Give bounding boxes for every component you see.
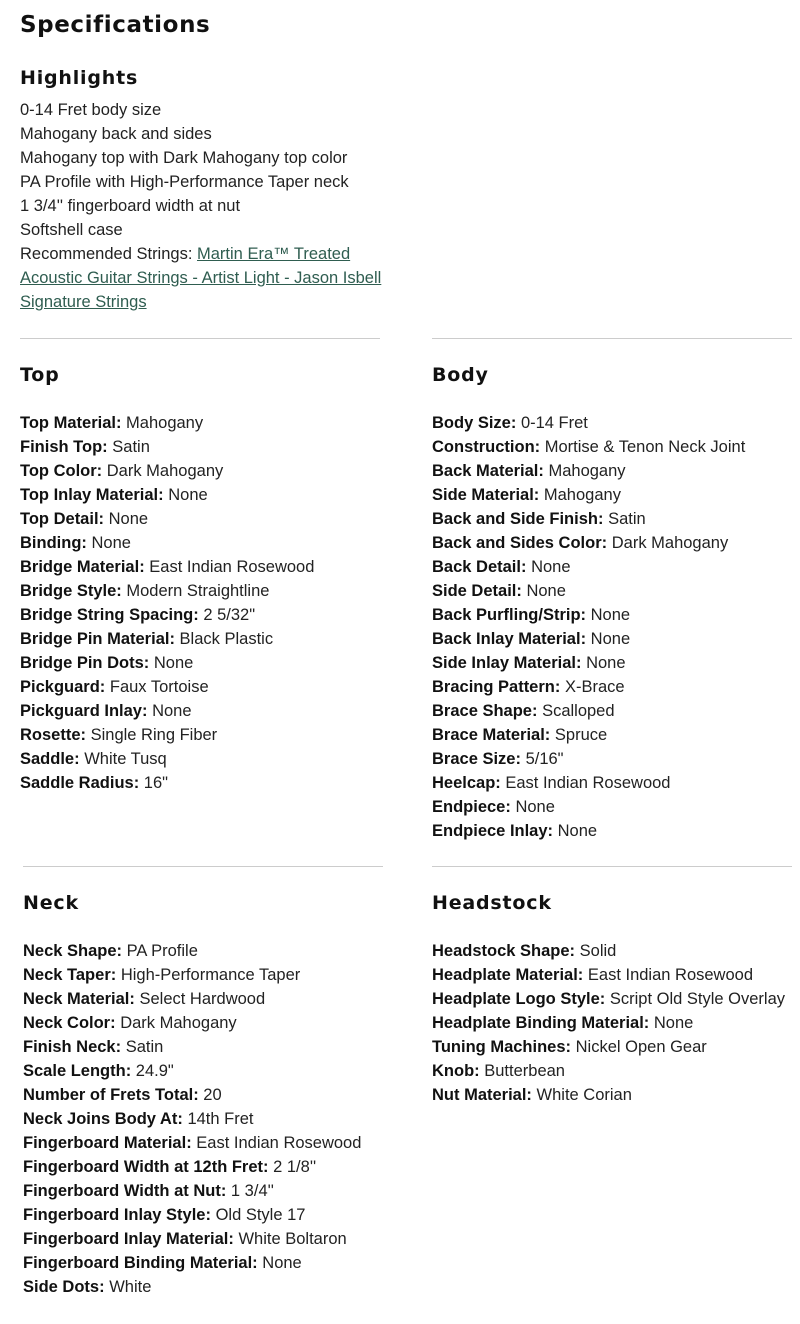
- spec-row: [432, 1083, 785, 1107]
- spec-value: 14th Fret: [187, 1110, 254, 1128]
- spec-value: East Indian Rosewood: [587, 966, 753, 984]
- spec-label: Neck Color:: [23, 1014, 116, 1032]
- spec-value: PA Profile: [126, 942, 198, 960]
- spec-value: Modern Straightline: [126, 582, 270, 600]
- spec-label: Endpiece:: [432, 798, 511, 816]
- spec-row: [432, 795, 745, 819]
- spec-value: None: [91, 534, 131, 552]
- page-title: Specifications: [20, 12, 211, 38]
- spec-label: Body Size:: [432, 414, 517, 432]
- spec-label: Heelcap:: [432, 774, 501, 792]
- spec-label: Endpiece Inlay:: [432, 822, 554, 840]
- highlight-item: Mahogany top with Dark Mahogany top color: [20, 149, 348, 167]
- highlight-item: 1 3/4'' fingerboard width at nut: [20, 197, 241, 215]
- spec-value: None: [590, 630, 631, 648]
- spec-value: Scalloped: [542, 702, 615, 720]
- spec-label: Fingerboard Inlay Material:: [23, 1230, 234, 1248]
- spec-row: [20, 699, 314, 723]
- spec-row: [432, 963, 785, 987]
- divider: [20, 338, 380, 339]
- spec-row: [432, 651, 745, 675]
- spec-label: Headplate Logo Style:: [432, 990, 606, 1008]
- spec-value: White: [109, 1278, 152, 1296]
- spec-label: Top Color:: [20, 462, 103, 480]
- spec-row: [432, 939, 785, 963]
- spec-row: [432, 627, 745, 651]
- spec-value: Mahogany: [548, 462, 626, 480]
- spec-label: Bridge String Spacing:: [20, 606, 199, 624]
- spec-label: Pickguard Inlay:: [20, 702, 148, 720]
- spec-value: Dark Mahogany: [611, 534, 729, 552]
- top-section-heading: Top: [20, 364, 60, 386]
- headstock-spec-list: [432, 939, 785, 1107]
- spec-row: [20, 747, 314, 771]
- spec-row: [432, 411, 745, 435]
- spec-row: [432, 723, 745, 747]
- spec-value: Single Ring Fiber: [90, 726, 218, 744]
- spec-label: Nut Material:: [432, 1086, 532, 1104]
- spec-row: [432, 555, 745, 579]
- spec-row: [432, 747, 745, 771]
- spec-value: None: [262, 1254, 302, 1272]
- spec-row: [20, 555, 314, 579]
- spec-value: 2 1/8'': [273, 1158, 317, 1176]
- spec-row: [432, 819, 745, 843]
- body-section-heading: Body: [432, 364, 489, 386]
- spec-row: [20, 507, 314, 531]
- spec-label: Side Detail:: [432, 582, 522, 600]
- spec-label: Side Inlay Material:: [432, 654, 582, 672]
- spec-value: Solid: [579, 942, 617, 960]
- spec-row: [20, 771, 314, 795]
- spec-value: White Boltaron: [238, 1230, 347, 1248]
- spec-value: None: [526, 582, 566, 600]
- divider: [23, 866, 383, 867]
- spec-row: [20, 483, 314, 507]
- spec-row: [23, 1083, 361, 1107]
- spec-value: 24.9": [135, 1062, 174, 1080]
- highlight-item: PA Profile with High-Performance Taper neck: [20, 173, 349, 191]
- spec-row: [20, 675, 314, 699]
- spec-row: [432, 675, 745, 699]
- spec-value: Dark Mahogany: [106, 462, 224, 480]
- spec-row: [432, 435, 745, 459]
- spec-value: None: [653, 1014, 694, 1032]
- spec-label: Bridge Pin Dots:: [20, 654, 150, 672]
- spec-value: 2 5/32": [203, 606, 256, 624]
- spec-value: Dark Mahogany: [120, 1014, 237, 1032]
- spec-row: [23, 1203, 361, 1227]
- spec-value: Satin: [125, 1038, 164, 1056]
- spec-label: Construction:: [432, 438, 541, 456]
- spec-label: Bracing Pattern:: [432, 678, 561, 696]
- spec-value: Spruce: [554, 726, 608, 744]
- spec-value: Mahogany: [126, 414, 204, 432]
- spec-value: East Indian Rosewood: [505, 774, 671, 792]
- spec-label: Fingerboard Material:: [23, 1134, 192, 1152]
- spec-row: [432, 531, 745, 555]
- spec-label: Top Inlay Material:: [20, 486, 164, 504]
- spec-value: 5/16": [525, 750, 564, 768]
- top-spec-list: [20, 411, 314, 795]
- spec-value: 16": [143, 774, 169, 792]
- spec-value: None: [557, 822, 598, 840]
- spec-label: Fingerboard Width at 12th Fret:: [23, 1158, 269, 1176]
- spec-value: White Tusq: [84, 750, 167, 768]
- spec-label: Rosette:: [20, 726, 87, 744]
- spec-label: Top Detail:: [20, 510, 105, 528]
- spec-value: Satin: [608, 510, 646, 528]
- spec-value: X-Brace: [564, 678, 625, 696]
- recommended-strings-link[interactable]: Martin Era™ Treated Acoustic Guitar Strings - Artist Light - Jason Isbell Signature Strings: [20, 245, 382, 311]
- highlight-item: Mahogany back and sides: [20, 125, 212, 143]
- spec-label: Finish Top:: [20, 438, 108, 456]
- spec-row: [20, 579, 314, 603]
- highlight-item: 0-14 Fret body size: [20, 101, 162, 119]
- spec-row: [432, 987, 785, 1011]
- spec-row: [23, 1275, 361, 1299]
- neck-spec-list: [23, 939, 361, 1299]
- spec-label: Side Material:: [432, 486, 540, 504]
- spec-value: East Indian Rosewood: [149, 558, 315, 576]
- spec-label: Scale Length:: [23, 1062, 132, 1080]
- spec-row: [23, 987, 361, 1011]
- spec-value: Butterbean: [484, 1062, 565, 1080]
- spec-label: Number of Frets Total:: [23, 1086, 199, 1104]
- spec-value: Script Old Style Overlay: [609, 990, 786, 1008]
- spec-value: East Indian Rosewood: [196, 1134, 362, 1152]
- spec-row: [23, 1035, 361, 1059]
- spec-label: Knob:: [432, 1062, 480, 1080]
- spec-label: Top Material:: [20, 414, 122, 432]
- recommended-strings-label: Recommended Strings:: [20, 245, 193, 263]
- highlights-heading: Highlights: [20, 67, 139, 89]
- spec-label: Back Detail:: [432, 558, 527, 576]
- spec-label: Brace Shape:: [432, 702, 538, 720]
- spec-label: Back Inlay Material:: [432, 630, 587, 648]
- spec-label: Back and Sides Color:: [432, 534, 608, 552]
- spec-row: [23, 963, 361, 987]
- spec-row: [20, 651, 314, 675]
- spec-row: [432, 1035, 785, 1059]
- spec-label: Headplate Material:: [432, 966, 584, 984]
- spec-label: Bridge Material:: [20, 558, 145, 576]
- spec-row: [20, 627, 314, 651]
- headstock-section-heading: Headstock: [432, 892, 552, 914]
- spec-value: Nickel Open Gear: [575, 1038, 707, 1056]
- spec-label: Back and Side Finish:: [432, 510, 604, 528]
- spec-value: High-Performance Taper: [120, 966, 301, 984]
- spec-label: Brace Material:: [432, 726, 551, 744]
- spec-row: [20, 531, 314, 555]
- spec-row: [20, 603, 314, 627]
- spec-label: Finish Neck:: [23, 1038, 122, 1056]
- highlights-list: [20, 98, 385, 314]
- spec-value: 20: [203, 1086, 222, 1104]
- spec-row: [23, 1131, 361, 1155]
- spec-row: [432, 699, 745, 723]
- spec-value: None: [152, 702, 192, 720]
- spec-row: [20, 411, 314, 435]
- spec-label: Headplate Binding Material:: [432, 1014, 650, 1032]
- spec-label: Bridge Style:: [20, 582, 122, 600]
- spec-row: [23, 1155, 361, 1179]
- spec-label: Saddle:: [20, 750, 80, 768]
- spec-value: Satin: [112, 438, 150, 456]
- spec-label: Pickguard:: [20, 678, 106, 696]
- spec-label: Brace Size:: [432, 750, 521, 768]
- spec-row: [23, 1059, 361, 1083]
- spec-value: Black Plastic: [179, 630, 274, 648]
- spec-value: 0-14 Fret: [520, 414, 588, 432]
- spec-label: Bridge Pin Material:: [20, 630, 175, 648]
- spec-row: [432, 771, 745, 795]
- spec-label: Fingerboard Inlay Style:: [23, 1206, 211, 1224]
- spec-label: Fingerboard Binding Material:: [23, 1254, 258, 1272]
- spec-row: [20, 723, 314, 747]
- spec-label: Neck Material:: [23, 990, 135, 1008]
- divider: [432, 866, 792, 867]
- highlight-item: Softshell case: [20, 221, 123, 239]
- spec-row: [20, 459, 314, 483]
- spec-value: Mortise & Tenon Neck Joint: [544, 438, 746, 456]
- spec-value: Faux Tortoise: [109, 678, 209, 696]
- spec-value: None: [515, 798, 555, 816]
- spec-value: None: [590, 606, 631, 624]
- spec-row: [432, 603, 745, 627]
- spec-label: Side Dots:: [23, 1278, 105, 1296]
- spec-row: [432, 1011, 785, 1035]
- spec-label: Back Purfling/Strip:: [432, 606, 587, 624]
- spec-row: [432, 579, 745, 603]
- spec-row: [23, 1107, 361, 1131]
- spec-row: [23, 1011, 361, 1035]
- recommended-strings-item: [20, 242, 385, 314]
- spec-value: None: [153, 654, 194, 672]
- spec-label: Binding:: [20, 534, 87, 552]
- spec-label: Back Material:: [432, 462, 544, 480]
- spec-label: Tuning Machines:: [432, 1038, 572, 1056]
- spec-row: [23, 1251, 361, 1275]
- spec-row: [23, 1179, 361, 1203]
- spec-row: [432, 483, 745, 507]
- spec-row: [20, 435, 314, 459]
- divider: [432, 338, 792, 339]
- spec-value: None: [108, 510, 149, 528]
- neck-section-heading: Neck: [23, 892, 79, 914]
- spec-label: Headstock Shape:: [432, 942, 576, 960]
- spec-label: Neck Taper:: [23, 966, 117, 984]
- spec-label: Neck Joins Body At:: [23, 1110, 183, 1128]
- spec-value: None: [531, 558, 571, 576]
- spec-value: Old Style 17: [215, 1206, 306, 1224]
- spec-label: Fingerboard Width at Nut:: [23, 1182, 227, 1200]
- spec-value: None: [168, 486, 208, 504]
- spec-value: Mahogany: [543, 486, 621, 504]
- spec-value: Select Hardwood: [139, 990, 266, 1008]
- spec-row: [432, 507, 745, 531]
- spec-value: 1 3/4'': [230, 1182, 274, 1200]
- spec-label: Saddle Radius:: [20, 774, 140, 792]
- spec-row: [23, 1227, 361, 1251]
- spec-row: [432, 1059, 785, 1083]
- spec-label: Neck Shape:: [23, 942, 123, 960]
- body-spec-list: [432, 411, 745, 843]
- spec-value: None: [586, 654, 626, 672]
- spec-row: [432, 459, 745, 483]
- spec-row: [23, 939, 361, 963]
- spec-value: White Corian: [536, 1086, 632, 1104]
